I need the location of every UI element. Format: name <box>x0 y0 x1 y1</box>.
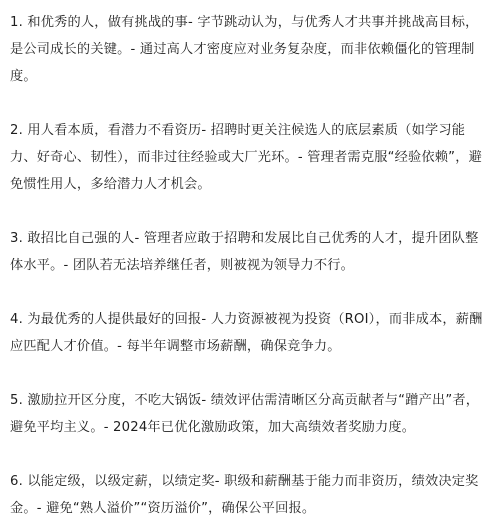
principle-paragraph-4: 4. 为最优秀的人提供最好的回报- 人力资源被视为投资（ROI），而非成本，薪酬应匹配人才价值。- 每半年调整市场薪酬，确保竞争力。 <box>10 312 483 354</box>
principle-paragraph-1: 1. 和优秀的人，做有挑战的事- 字节跳动认为，与优秀人才共事并挑战高目标，是公司成长的关键。- 通过高人才密度应对业务复杂度，而非依赖僵化的管理制度。 <box>10 15 479 84</box>
principle-paragraph-2: 2. 用人看本质，看潜力不看资历- 招聘时更关注候选人的底层素质（如学习能力、好奇心、韧性），而非过往经验或大厂光环。- 管理者需克服“经验依赖”，避免惯性用人，多给潜力人才机会。 <box>10 123 482 192</box>
principle-paragraph-5: 5. 激励拉开区分度，不吃大锅饭- 绩效评估需清晰区分高贡献者与“蹭产出”者，避免平均主义。- 2024年已优化激励政策，加大高绩效者奖励力度。 <box>10 393 480 435</box>
principle-paragraph-6: 6. 以能定级，以级定薪，以绩定奖- 职级和薪酬基于能力而非资历，绩效决定奖金。- 避免“熟人溢价”“资历溢价”，确保公平回报。 <box>10 474 479 516</box>
principle-paragraph-3: 3. 敢招比自己强的人- 管理者应敢于招聘和发展比自己优秀的人才，提升团队整体水平。- 团队若无法培养继任者，则被视为领导力不行。 <box>10 231 479 273</box>
